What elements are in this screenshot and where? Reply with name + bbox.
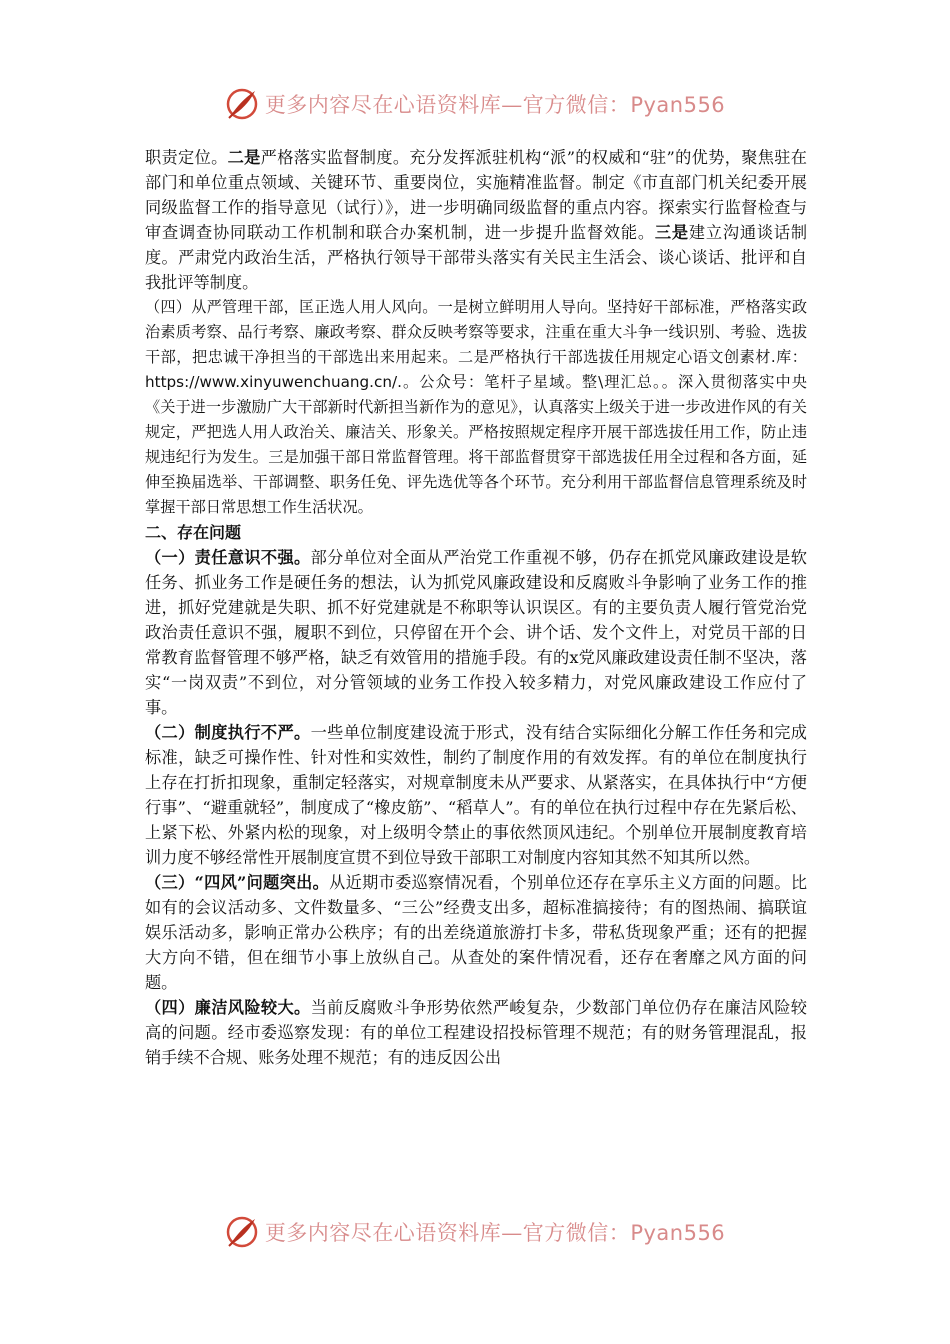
- issue-heading: （三）“四风”问题突出。: [145, 873, 330, 892]
- banner-text: 更多内容尽在心语资料库—官方微信：Pyan556: [264, 1221, 726, 1245]
- issue-paragraph: （三）“四风”问题突出。从近期市委巡察情况看，个别单位还存在享乐主义方面的问题。比如有的会议活动多、文件数量多、“三公”经费支出多，超标准搞接待；有的图热闹、搞联谊娱乐活动多，影响正常办公秩序；有的出差绕道旅游打卡多，带私货现象严重；还有的把握大方向不错，但在细节小事上放纵自己。从查处的案件情况看，还存在奢靡之风方面的问题。: [145, 873, 808, 992]
- issue-paragraph: （四）廉洁风险较大。当前反腐败斗争形势依然严峻复杂，少数部门单位仍存在廉洁风险较高的问题。经市委巡察发现：有的单位工程建设招投标管理不规范；有的财务管理混乱，报销手续不合规、账务处理不规范；有的违反因公出: [145, 998, 807, 1067]
- issue-heading: （一）责任意识不强。: [145, 548, 311, 567]
- issue-paragraph: （一）责任意识不强。部分单位对全面从严治党工作重视不够，仍存在抓党风廉政建设是软任务、抓业务工作是硬任务的想法，认为抓党风廉政建设和反腐败斗争影响了业务工作的推进，抓好党建就是失职、抓不好党建就是不称职等认识误区。有的主要负责人履行管党治党政治责任意识不强，履职不到位，只停留在开个会、讲个话、发个文件上，对党员干部的日常教育监督管理不够严格，缺乏有效管用的措施手段。有的x党风廉政建设责任制不坚决，落实“一岗双责”不到位，对分管领域的业务工作投入较多精力，对党风廉政建设工作应付了事。: [145, 548, 807, 717]
- quill-logo-icon: [225, 87, 259, 121]
- banner-wechat-id: Pyan556: [630, 1221, 726, 1245]
- footer-watermark-banner: [0, 1212, 950, 1252]
- issue-paragraph: （二）制度执行不严。一些单位制度建设流于形式，没有结合实际细化分解工作任务和完成标准，缺乏可操作性、针对性和实效性，制约了制度作用的有效发挥。有的单位在制度执行上存在打折扣现象，重制定轻落实，对规章制度未从严要求、从紧落实，在具体执行中“方便行事”、“避重就轻”，制度成了“橡皮筋”、“稻草人”。有的单位在执行过程中存在先紧后松、上紧下松、外紧内松的现象，对上级明令禁止的事依然顶风违纪。个别单位开展制度教育培训力度不够经常性开展制度宣贯不到位导致干部职工对制度内容知其然不知其所以然。: [145, 723, 807, 867]
- banner-wechat-id: Pyan556: [630, 93, 726, 117]
- banner-text: 更多内容尽在心语资料库—官方微信：Pyan556: [264, 93, 726, 117]
- document-body: [145, 145, 807, 1070]
- paragraph-cadre-management: （四）从严管理干部，匡正选人用人风向。一是树立鲜明用人导向。坚持好干部标准，严格落实政治素质考察、品行考察、廉政考察、群众反映考察等要求，注重在重大斗争一线识别、考验、选拔干部，把忠诚干净担当的干部选出来用起来。二是严格执行干部选拔任用规定心语文创素材.库：https://www.xinyuwenchuang.cn/.。公众号：笔杆子星域。整\理汇总。。深入贯彻落实中央《关于进一步激励广大干部新时代新担当新作为的意见》，认真落实上级关于进一步改进作风的有关规定，严把选人用人政治关、廉洁关、形象关。严格按照规定程序开展干部选拔任用工作，防止违规违纪行为发生。三是加强干部日常监督管理。将干部监督贯穿干部选拔任用全过程和各方面，延伸至换届选举、干部调整、职务任免、评先选优等各个环节。充分利用干部监督信息管理系统及时掌握干部日常思想工作生活状况。: [145, 298, 807, 516]
- paragraph-supervision: 职责定位。二是严格落实监督制度。充分发挥派驻机构“派”的权威和“驻”的优势，聚焦驻在部门和单位重点领域、关键环节、重要岗位，实施精准监督。制定《市直部门机关纪委开展同级监督工作的指导意见（试行）》，进一步明确同级监督的重点内容。探索实行监督检查与审查调查协同联动工作机制和联合办案机制，进一步提升监督效能。三是建立沟通谈话制度。严肃党内政治生活，严格执行领导干部带头落实有关民主生活会、谈心谈话、批评和自我批评等制度。: [145, 148, 808, 292]
- section-title-problems: 二、存在问题: [145, 523, 242, 542]
- issue-heading: （四）廉洁风险较大。: [145, 998, 311, 1017]
- issue-heading: （二）制度执行不严。: [145, 723, 311, 742]
- header-watermark-banner: [0, 84, 950, 124]
- quill-logo-icon: [225, 1215, 259, 1249]
